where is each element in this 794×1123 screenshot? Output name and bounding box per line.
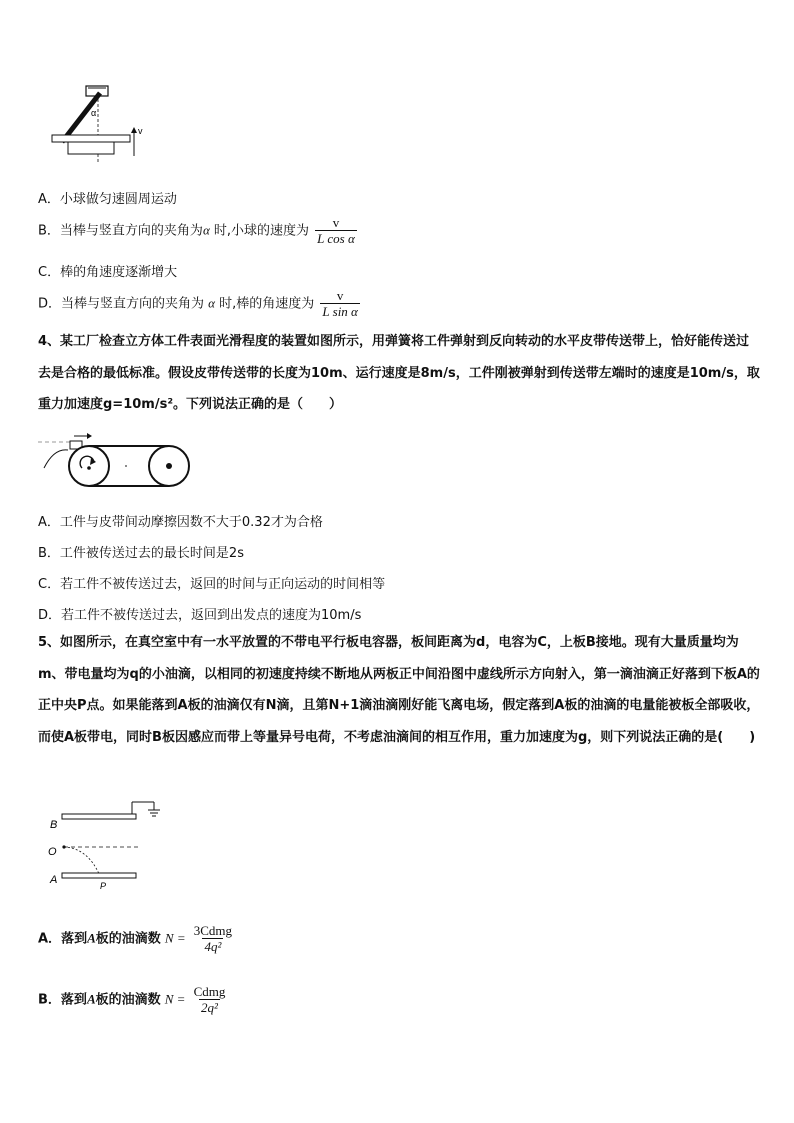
q4-option-d: D．若工件不被传送过去，返回到出发点的速度为10m/s	[38, 608, 362, 623]
fraction-v-over-lcos: $\frac{v}{\text{L cos α}}$	[317, 215, 355, 246]
conveyor-figure	[34, 428, 194, 500]
q3-option-a: A．小球做匀速圆周运动	[38, 192, 177, 207]
velocity-arrowhead	[131, 127, 137, 133]
q4-stem: 4、某工厂检查立方体工件表面光滑程度的装置如图所示，用弹簧将工件弹射到反向转动的水平皮带传送带上，恰好能传送过去是合格的最低标准。假设皮带传送带的长度为10m、运行速度是8m/s，工件刚被弹射到传送带左端时的速度是10m/s，取重力加速度g=10m/s²。下列说法正确的是（ ）	[38, 334, 760, 412]
plate-a	[62, 873, 136, 878]
q5-stem: 5、如图所示，在真空室中有一水平放置的不带电平行板电容器，板间距离为d，电容为C，上板B接地。现有大量质量均为m、带电量均为q的小油滴，以相同的初速度持续不断地从两板正中间沿图中虚线所示方向射入，第一滴油滴正好落到下板A的正中央P点。如果能落到A板的油滴仅有N滴，且第N+1滴油滴刚好能飞离电场，假定落到A板的油滴的电量能被板全部吸收，而使A板带电，同时B板因感应而带上等量异号电荷，不考虑油滴间的相互作用，重力加速度为g，则下列说法正确的是( )	[38, 635, 760, 745]
q4-option-b: B．工件被传送过去的最长时间是2s	[38, 546, 244, 561]
q4-option-c: C．若工件不被传送过去，返回的时间与正向运动的时间相等	[38, 577, 386, 592]
plate-a-label: A	[50, 874, 58, 886]
plate-b-label: B	[50, 819, 58, 831]
q3-option-c: C．棒的角速度逐渐增大	[38, 265, 178, 280]
fraction-v-over-lsin: $\frac{v}{\text{L sin α}}$	[322, 288, 358, 319]
left-pulley	[69, 446, 109, 486]
platform-base	[68, 142, 114, 154]
angle-label: α	[91, 108, 97, 118]
q3-option-d: D．当棒与竖直方向的夹角为 α 时,棒的角速度为 $\frac{v}{\text{L sin α}}$	[38, 288, 358, 319]
q5-option-b: B．落到A板的油滴数 N = $\frac{\text{Cdmg}}{\text{2q²}}$	[38, 984, 226, 1015]
capacitor-figure	[44, 790, 174, 890]
plate-b	[62, 814, 136, 819]
q5-option-a: A．落到A板的油滴数 N = $\frac{\text{3Cdmg}}{\text{4q²}}$	[38, 923, 233, 954]
fraction-cdmg-over-2q2: $\frac{\text{Cdmg}}{\text{2q²}}$	[193, 984, 226, 1015]
belt-dot	[125, 465, 127, 467]
q4-option-a: A．工件与皮带间动摩擦因数不大于0.32才为合格	[38, 515, 323, 530]
fraction-3cdmg-over-4q2: $\frac{\text{3Cdmg}}{\text{4q²}}$	[193, 923, 233, 954]
workpiece-arrowhead	[87, 433, 92, 439]
left-support	[44, 450, 68, 468]
left-pulley-center	[87, 466, 91, 470]
right-pulley-center	[166, 463, 172, 469]
droplet-trajectory	[64, 847, 100, 876]
rod-figure	[44, 84, 154, 164]
point-p-label: P	[100, 881, 107, 890]
velocity-label: v	[138, 126, 143, 136]
q3-option-b: B．当棒与竖直方向的夹角为α 时,小球的速度为 $\frac{v}{\text{L cos α}}$	[38, 215, 355, 246]
point-o-label: O	[48, 846, 57, 858]
platform-plate	[52, 135, 130, 142]
